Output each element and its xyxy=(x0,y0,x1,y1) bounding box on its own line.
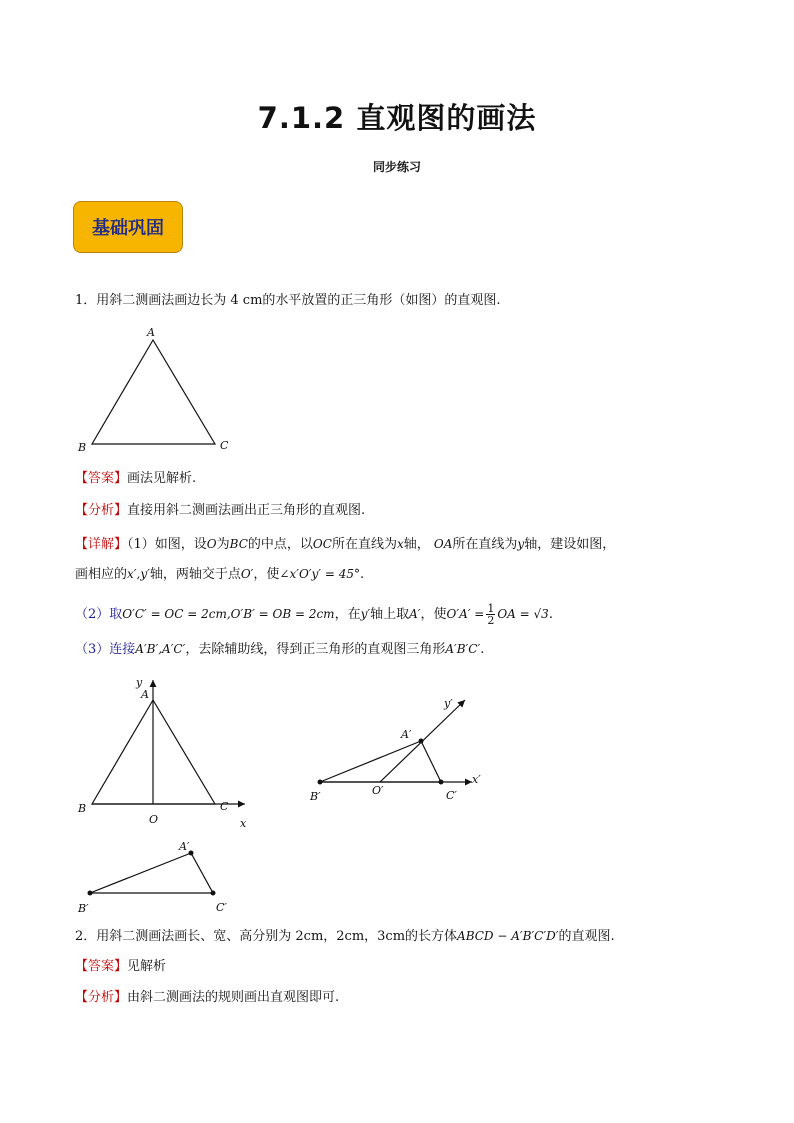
label-b: B xyxy=(78,441,87,454)
page-subtitle: 同步练习 xyxy=(372,160,421,174)
detail-text: ，使 xyxy=(420,607,447,622)
analysis-2 xyxy=(75,989,339,1007)
detail-text: 轴上取 xyxy=(370,607,410,622)
section-badge xyxy=(73,201,183,253)
point-c-prime xyxy=(439,780,444,785)
fraction-numerator: 1 xyxy=(487,602,495,615)
page-title: 7.1.2 直观图的画法 xyxy=(257,101,537,135)
math-triangle: A′B′C′ xyxy=(445,642,481,656)
label-a-prime: A′ xyxy=(179,840,190,853)
detail-text: 轴， xyxy=(403,537,430,552)
question-text: 的直观图. xyxy=(558,929,615,944)
triangle-shape xyxy=(92,340,215,444)
math-y-prime: y′ xyxy=(360,607,371,621)
step-3 xyxy=(75,640,484,659)
detail-line-1 xyxy=(75,535,615,554)
math-angle: ∠x′O′y′ = 45° xyxy=(279,567,360,581)
analysis-tag: 【分析】 xyxy=(75,503,128,518)
math-cuboid: ABCD − A′B′C′D′ xyxy=(457,929,559,943)
label-x: x xyxy=(240,817,247,830)
detail-text: 画相应的 xyxy=(75,567,128,582)
analysis-tag: 【分析】 xyxy=(75,990,128,1005)
point-c-prime xyxy=(211,891,216,896)
math-axes: x′,y′ xyxy=(127,567,150,581)
answer-text: 画法见解析. xyxy=(127,471,197,486)
detail-text: ，去除辅助线，得到正三角形的直观图三角形 xyxy=(185,642,446,657)
answer-1 xyxy=(75,470,196,488)
detail-line-2 xyxy=(75,565,364,584)
label-y-prime: y′ xyxy=(444,697,453,710)
detail-text: （1）如图，设 xyxy=(127,537,207,552)
analysis-1 xyxy=(75,502,365,520)
math-a-prime: A′ xyxy=(409,607,421,621)
math-lengths: O′C′ = OC = 2cm,O′B′ = OB = 2cm xyxy=(122,607,335,621)
math-x: x xyxy=(396,537,404,551)
label-o-prime: O′ xyxy=(372,784,384,797)
detail-text: . xyxy=(360,567,365,582)
detail-text: . xyxy=(480,642,485,657)
step-2 xyxy=(75,603,553,626)
math-y: y xyxy=(517,537,525,551)
label-c: C xyxy=(220,800,229,813)
label-c: C xyxy=(220,439,229,452)
figure-oblique-with-axes xyxy=(300,690,500,810)
question-text: 2．用斜二测画法画长、宽、高分别为 2cm，2cm，3cm的长方体 xyxy=(75,929,458,944)
label-o: O xyxy=(149,813,159,826)
label-a: A xyxy=(147,326,155,339)
figure-triangle-with-axes xyxy=(70,670,270,835)
math-oa-prime: O′A′ = xyxy=(446,607,485,621)
label-c-prime: C′ xyxy=(216,901,227,914)
analysis-text: 直接用斜二测画法画出正三角形的直观图. xyxy=(127,503,366,518)
step-label: （3）连接 xyxy=(75,642,136,657)
detail-text: . xyxy=(548,607,553,622)
math-bc: BC xyxy=(229,537,248,551)
question-2 xyxy=(75,927,615,946)
label-c-prime: C′ xyxy=(446,789,457,802)
detail-tag: 【详解】 xyxy=(75,537,128,552)
label-y: y xyxy=(136,676,143,689)
point-b-prime xyxy=(88,891,93,896)
detail-text: 为 xyxy=(216,537,230,552)
figure-final-oblique-triangle xyxy=(70,835,250,920)
label-b: B xyxy=(78,802,87,815)
math-o-prime: O′ xyxy=(240,567,254,581)
answer-tag: 【答案】 xyxy=(75,959,128,974)
detail-text: 所在直线为 xyxy=(452,537,518,552)
answer-text: 见解析 xyxy=(127,959,167,974)
question-1: 1．用斜二测画法画边长为 4 cm的水平放置的正三角形（如图）的直观图. xyxy=(75,293,501,308)
final-triangle-shape xyxy=(90,853,213,893)
math-segments: A′B′,A′C′ xyxy=(135,642,186,656)
detail-text: ，在 xyxy=(334,607,361,622)
detail-text: 轴，两轴交于点 xyxy=(149,567,241,582)
fraction-denominator: 2 xyxy=(487,614,495,627)
answer-2 xyxy=(75,958,166,976)
math-sqrt3: OA = √3 xyxy=(497,607,549,621)
math-oc: OC xyxy=(312,537,332,551)
step-label: （2）取 xyxy=(75,607,123,622)
label-x-prime: x′ xyxy=(472,773,481,786)
oblique-triangle-shape xyxy=(320,741,441,782)
label-a-prime: A′ xyxy=(401,728,412,741)
answer-tag: 【答案】 xyxy=(75,471,128,486)
section-badge-label: 基础巩固 xyxy=(92,218,164,239)
detail-text: 所在直线为 xyxy=(331,537,397,552)
label-b-prime: B′ xyxy=(310,790,321,803)
math-oa: OA xyxy=(433,537,453,551)
point-b-prime xyxy=(318,780,323,785)
point-a-prime xyxy=(419,739,424,744)
fraction-half xyxy=(486,603,495,626)
label-a: A xyxy=(141,688,149,701)
detail-text: 轴，建设如图， xyxy=(524,537,616,552)
detail-text: ，使 xyxy=(253,567,280,582)
analysis-text: 由斜二测画法的规则画出直观图即可. xyxy=(127,990,340,1005)
label-b-prime: B′ xyxy=(78,902,89,915)
figure-equilateral-triangle xyxy=(70,322,240,457)
detail-text: 的中点，以 xyxy=(247,537,313,552)
math-o: O xyxy=(206,537,217,551)
